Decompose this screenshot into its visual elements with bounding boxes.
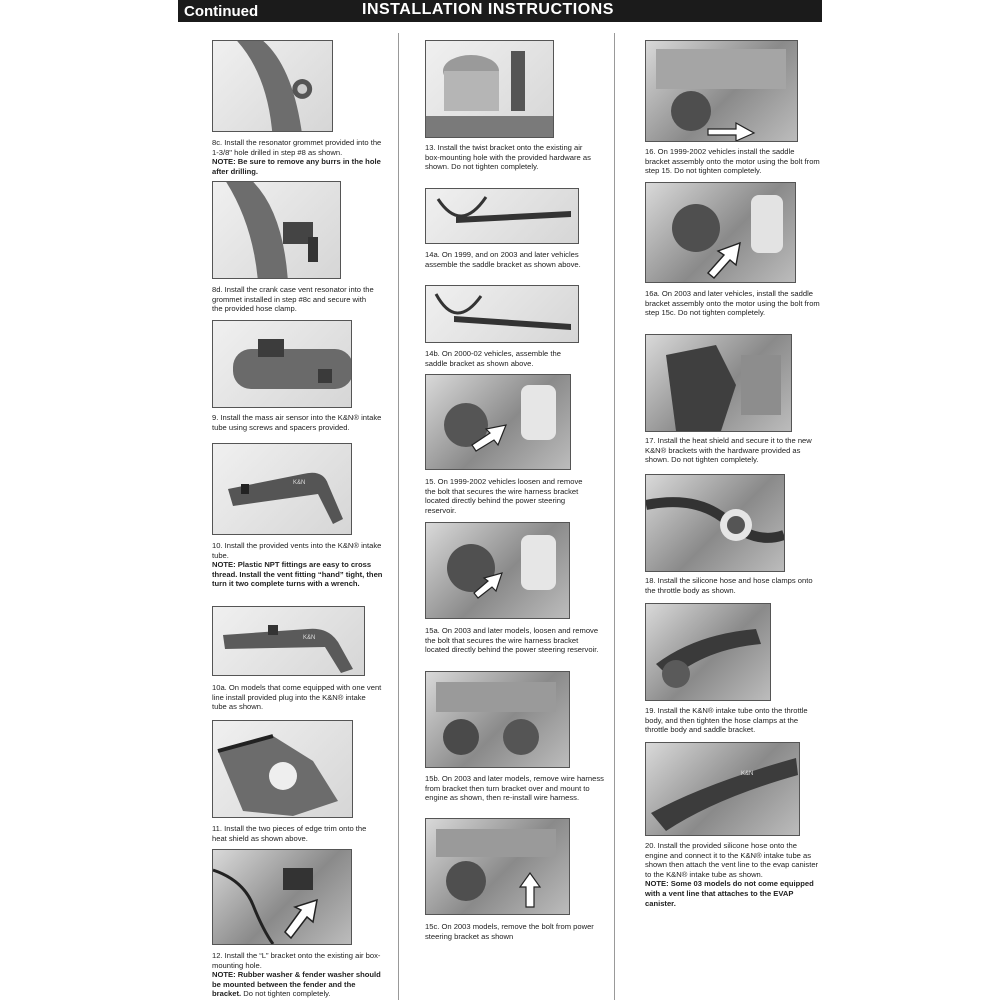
photo-step-19	[645, 603, 771, 701]
step-18-caption	[645, 576, 820, 595]
step-14b-caption	[425, 349, 585, 368]
step-12-note: NOTE: Rubber washer & fender washer should be mounted between the fender and the bracket.	[212, 970, 381, 999]
step-9-text: 9. Install the mass air sensor into the K&N® intake tube using screws and spacers provided.	[212, 413, 382, 432]
arrow-icon	[708, 123, 754, 141]
photo-step-14a	[425, 188, 579, 244]
step-17-text: 17. Install the heat shield and secure it to the new K&N® brackets with the hardware provided as shown. Do not tighten completely.	[645, 436, 812, 465]
header-bar	[178, 0, 822, 22]
photo-step-11	[212, 720, 353, 818]
step-16-text: 16. On 1999-2002 vehicles install the saddle bracket assembly onto the motor using the bolt from step 15. Do not tighten completely.	[645, 147, 820, 176]
tube-logo-10a: K&N	[303, 635, 316, 641]
step-14b-text: 14b. On 2000-02 vehicles, assemble the saddle bracket as shown above.	[425, 349, 561, 368]
photo-step-12	[212, 849, 352, 945]
step-15c-text: 15c. On 2003 models, remove the bolt from power steering bracket as shown	[425, 922, 594, 941]
column-divider-2	[614, 33, 615, 1000]
tube-logo-20: K&N	[741, 771, 754, 777]
photo-step-8d	[212, 181, 341, 279]
photo-step-13	[425, 40, 554, 138]
photo-step-17	[645, 334, 792, 432]
step-13-caption	[425, 143, 595, 172]
arrow-icon	[708, 243, 740, 278]
page-title: INSTALLATION INSTRUCTIONS	[362, 1, 614, 18]
photo-step-9	[212, 320, 352, 408]
step-18-text: 18. Install the silicone hose and hose clamps onto the throttle body as shown.	[645, 576, 813, 595]
photo-step-15	[425, 374, 571, 470]
photo-step-14b	[425, 285, 579, 343]
step-11-text: 11. Install the two pieces of edge trim onto the heat shield as shown above.	[212, 824, 367, 843]
step-15c-caption	[425, 922, 600, 941]
step-10a-caption	[212, 683, 382, 712]
step-13-text: 13. Install the twist bracket onto the existing air box-mounting hole with the provided hardware as shown. Do not tighten completely.	[425, 143, 591, 172]
step-15b-text: 15b. On 2003 and later models, remove wire harness from bracket then turn bracket over and mount to engine as shown, then re-install wire harness.	[425, 774, 604, 803]
step-14a-text: 14a. On 1999, and on 2003 and later vehicles assemble the saddle bracket as shown above.	[425, 250, 581, 269]
step-10-text: 10. Install the provided vents into the K&N® intake tube.	[212, 541, 382, 560]
photo-step-16a	[645, 182, 796, 283]
step-9-caption	[212, 413, 382, 432]
step-17-caption	[645, 436, 820, 465]
step-14a-caption	[425, 250, 600, 269]
step-20-text: 20. Install the provided silicone hose onto the engine and connect it to the K&N® intake tube as shown then attach the vent line to the evap canister to the K&N® intake tube as shown.	[645, 841, 819, 879]
arrow-icon	[520, 873, 540, 907]
column-divider-1	[398, 33, 399, 1000]
step-15a-text: 15a. On 2003 and later models, loosen and remove the bolt that secures the wire harness bracket located directly behind the power steering reservoir.	[425, 626, 599, 655]
step-10-note: NOTE: Plastic NPT fittings are easy to cross thread. Install the vent fitting “hand” tight, then turn it two complete turns with a wrench.	[212, 560, 383, 589]
step-19-text: 19. Install the K&N® intake tube onto the throttle body, and then tighten the hose clamps at the throttle body and saddle bracket.	[645, 706, 808, 735]
step-8d-text: 8d. Install the crank case vent resonator into the grommet installed in step #8c and secure with the provided hose clamp.	[212, 285, 374, 314]
photo-step-20	[645, 742, 800, 836]
step-15a-caption	[425, 626, 600, 655]
step-15-caption	[425, 477, 585, 515]
photo-step-10	[212, 443, 352, 535]
step-8c-text: 8c. Install the resonator grommet provided into the 1-3/8" hole drilled in step #8 as shown.	[212, 138, 382, 157]
step-20-caption	[645, 841, 820, 908]
step-16a-caption	[645, 289, 820, 318]
step-8c-note: NOTE: Be sure to remove any burrs in the hole after drilling.	[212, 157, 381, 176]
step-12-tail: Do not tighten completely.	[241, 989, 331, 999]
step-20-note: NOTE: Some 03 models do not come equipped with a vent line that attaches to the EVAP canister.	[645, 879, 814, 908]
photo-step-16	[645, 40, 798, 142]
arrow-icon	[285, 900, 317, 938]
step-12-caption	[212, 951, 382, 999]
step-10-caption	[212, 541, 387, 589]
photo-step-15c	[425, 818, 570, 915]
step-8c-caption	[212, 138, 382, 176]
photo-step-15a	[425, 522, 570, 619]
photo-step-10a	[212, 606, 365, 676]
step-11-caption	[212, 824, 377, 843]
step-16-caption	[645, 147, 820, 176]
step-16a-text: 16a. On 2003 and later vehicles, install the saddle bracket assembly onto the motor using the bolt from step 15c. Do not tighten completely.	[645, 289, 820, 318]
step-8d-caption	[212, 285, 377, 314]
photo-step-18	[645, 474, 785, 572]
tube-logo-10: K&N	[293, 480, 306, 486]
step-19-caption	[645, 706, 820, 735]
photo-step-8c	[212, 40, 333, 132]
photo-step-15b	[425, 671, 570, 768]
continued-label: Continued	[184, 3, 259, 20]
step-15-text: 15. On 1999-2002 vehicles loosen and remove the bolt that secures the wire harness bracket located directly behind the power steering reservoir.	[425, 477, 583, 515]
step-12-text: 12. Install the “L” bracket onto the existing air box-mounting hole.	[212, 951, 381, 970]
step-15b-caption	[425, 774, 605, 803]
step-10a-text: 10a. On models that come equipped with one vent line install provided plug into the K&N® intake tube as shown.	[212, 683, 382, 712]
